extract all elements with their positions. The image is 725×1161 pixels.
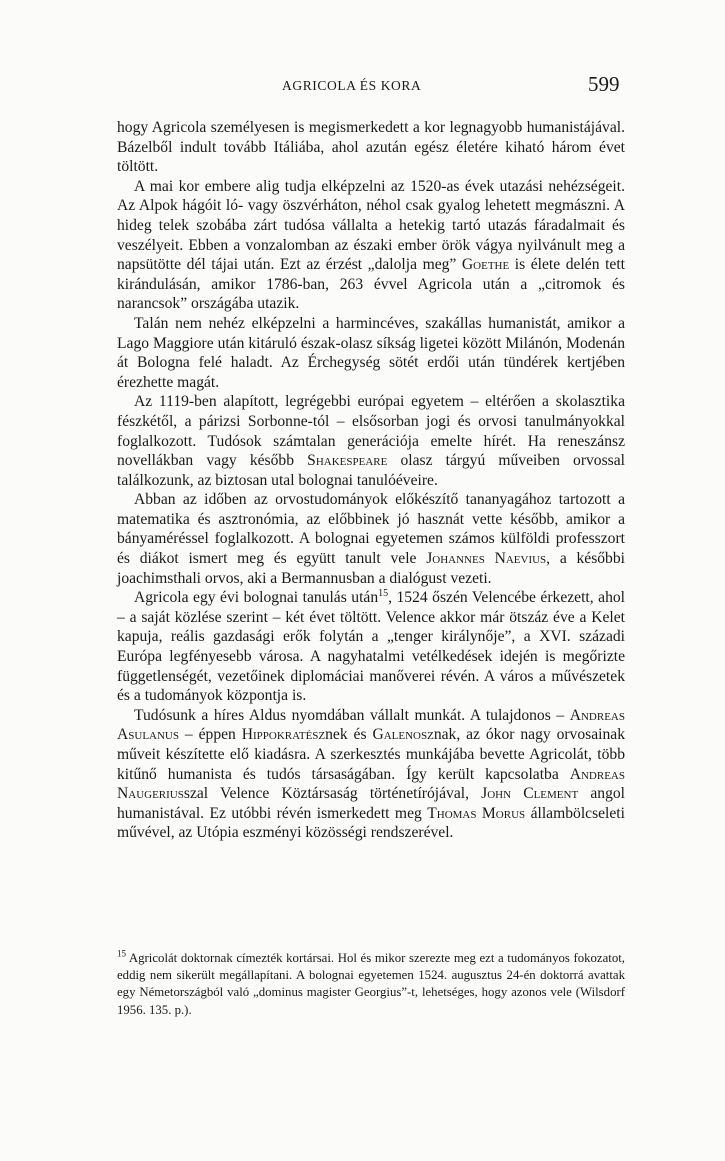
footnote-number: 15 <box>117 948 126 959</box>
footnote-text: Agricolát doktornak címezték kortársai. Hol és mikor szerezte meg ezt a tudományos fokozatot, eddig nem sikerült megállapítani. A bolognai egyetemen 1524. augusztus 24-én doktorrá avattak egy Németországból való „dominus magister Georgius”-t, lehetséges, hogy azonos vele (Wilsdorf 1956. 135. p.). <box>117 951 625 1017</box>
text-run: olasz tárgyú műveiben orvossal találkozunk, az biztosan utal bolognai tanulóéveire. <box>117 452 625 489</box>
running-head-title: AGRICOLA ÉS KORA <box>282 78 422 93</box>
text-run: is élete delén tett kirándulásán, amikor 1786-ban, 263 évvel Agricola után a „citromok és narancsok” országába utazik. <box>117 256 625 313</box>
footnote-marker: 15 <box>378 588 389 600</box>
text-run: A mai kor embere alig tudja elképzelni az 1520-as évek utazási nehézségeit. Az Alpok hágóit ló- vagy öszvérháton, néhol csak gyalog lehetett megmászni. A hideg telek szobába zárt tudósa vállalta a hetekig tartó utazás fáradalmait és veszélyeit. Ebben a vonzalomban az északi ember örök vágya nyilvánult meg a napsütötte dél tájai után. Ezt az érzést „dalolja meg” <box>117 177 625 274</box>
person-name: Galenosz <box>372 726 434 744</box>
text-run: nak, az ókor nagy orvosainak műveit készítette elő kiadásra. A szerkesztés munkájába bevette Agricolát, több kitűnő humanista és tudós társaságában. Így került kapcsolatba <box>117 726 625 783</box>
text-run: Tudósunk a híres Aldus nyomdában vállalt munkát. A tulajdonos – <box>134 706 570 724</box>
paragraph <box>117 490 625 588</box>
text-run: angol humanistával. Ez utóbbi révén ismerkedett meg <box>117 785 625 822</box>
person-name: Goethe <box>461 256 510 274</box>
person-name: Shakespeare <box>307 452 388 470</box>
text-run: szal Velence Köztársaság történetírójával, <box>183 785 482 803</box>
text-run: – éppen <box>179 726 242 744</box>
footnote <box>117 950 625 1019</box>
paragraph <box>117 314 625 392</box>
paragraph <box>117 392 625 490</box>
paragraph <box>117 706 625 843</box>
text-run: nek és <box>325 726 373 744</box>
text-run: Abban az időben az orvostudományok előkészítő tananyagához tartozott a matematika és asztronómia, az előbbinek jó hasznát vette később, amikor a bányaméréssel foglalkozott. A bolognai egyetemen számos külföldi professzort és diákot ismert meg és együtt tanult vele <box>117 491 625 568</box>
person-name: John Clement <box>481 785 579 803</box>
running-head <box>0 72 725 100</box>
body-text <box>117 118 625 843</box>
paragraph <box>117 177 625 314</box>
text-run: Az 1119-ben alapított, legrégebbi európai egyetem – eltérően a skolasztika fészkétől, a párizsi Sorbonne-tól – elsősorban jogi és orvosi tanulmányokkal foglalkozott. Tudósok számtalan generációja emelte hírét. Ha reneszánsz novellákban vagy később <box>117 393 625 470</box>
person-name: Andreas Naugerius <box>117 765 625 803</box>
text-run: , 1524 őszén Velencébe érkezett, ahol – a saját közlése szerint – két évet töltött. Velence akkor már ötszáz éve a Kelet kapuja, reális gazdasági erők folytán a „tenger királynője”, a XVI. századi Európa legfényesebb városa. A nagyhatalmi vetélkedések idején is megőrizte függetlenségét, vezetőinek diplomáciai manőverei révén. A város a művészetek és a tudományok központja is. <box>117 589 625 705</box>
footnote-paragraph <box>117 950 625 1019</box>
paragraph <box>117 118 625 177</box>
person-name: Andreas Asulanus <box>117 706 625 744</box>
text-run: állambölcseleti művével, az Utópia eszményi közösségi rendszerével. <box>117 804 625 842</box>
text-run: Talán nem nehéz elképzelni a harmincéves, szakállas humanistát, amikor a Lago Maggiore után kitáruló észak-olasz síkság ligetei között Milánón, Modenán át Bologna felé haladt. Az Érchegység sötét erdői után tündérek kertjében érezhette magát. <box>117 314 625 391</box>
text-run: Agricola egy évi bolognai tanulás után <box>134 589 379 607</box>
text-run: hogy Agricola személyesen is megismerkedett a kor legnagyobb humanistájával. Bázelből indult tovább Itáliába, ahol azután egész életére kiható három évet töltött. <box>117 119 625 176</box>
page-number: 599 <box>588 72 620 96</box>
paragraph <box>117 588 625 706</box>
person-name: Thomas Morus <box>427 804 526 822</box>
person-name: Hippokratész <box>241 726 326 744</box>
person-name: Johannes Naevius <box>426 550 547 568</box>
text-run: , a későbbi joachimsthali orvos, aki a Bermannusban a dialógust vezeti. <box>117 550 625 587</box>
